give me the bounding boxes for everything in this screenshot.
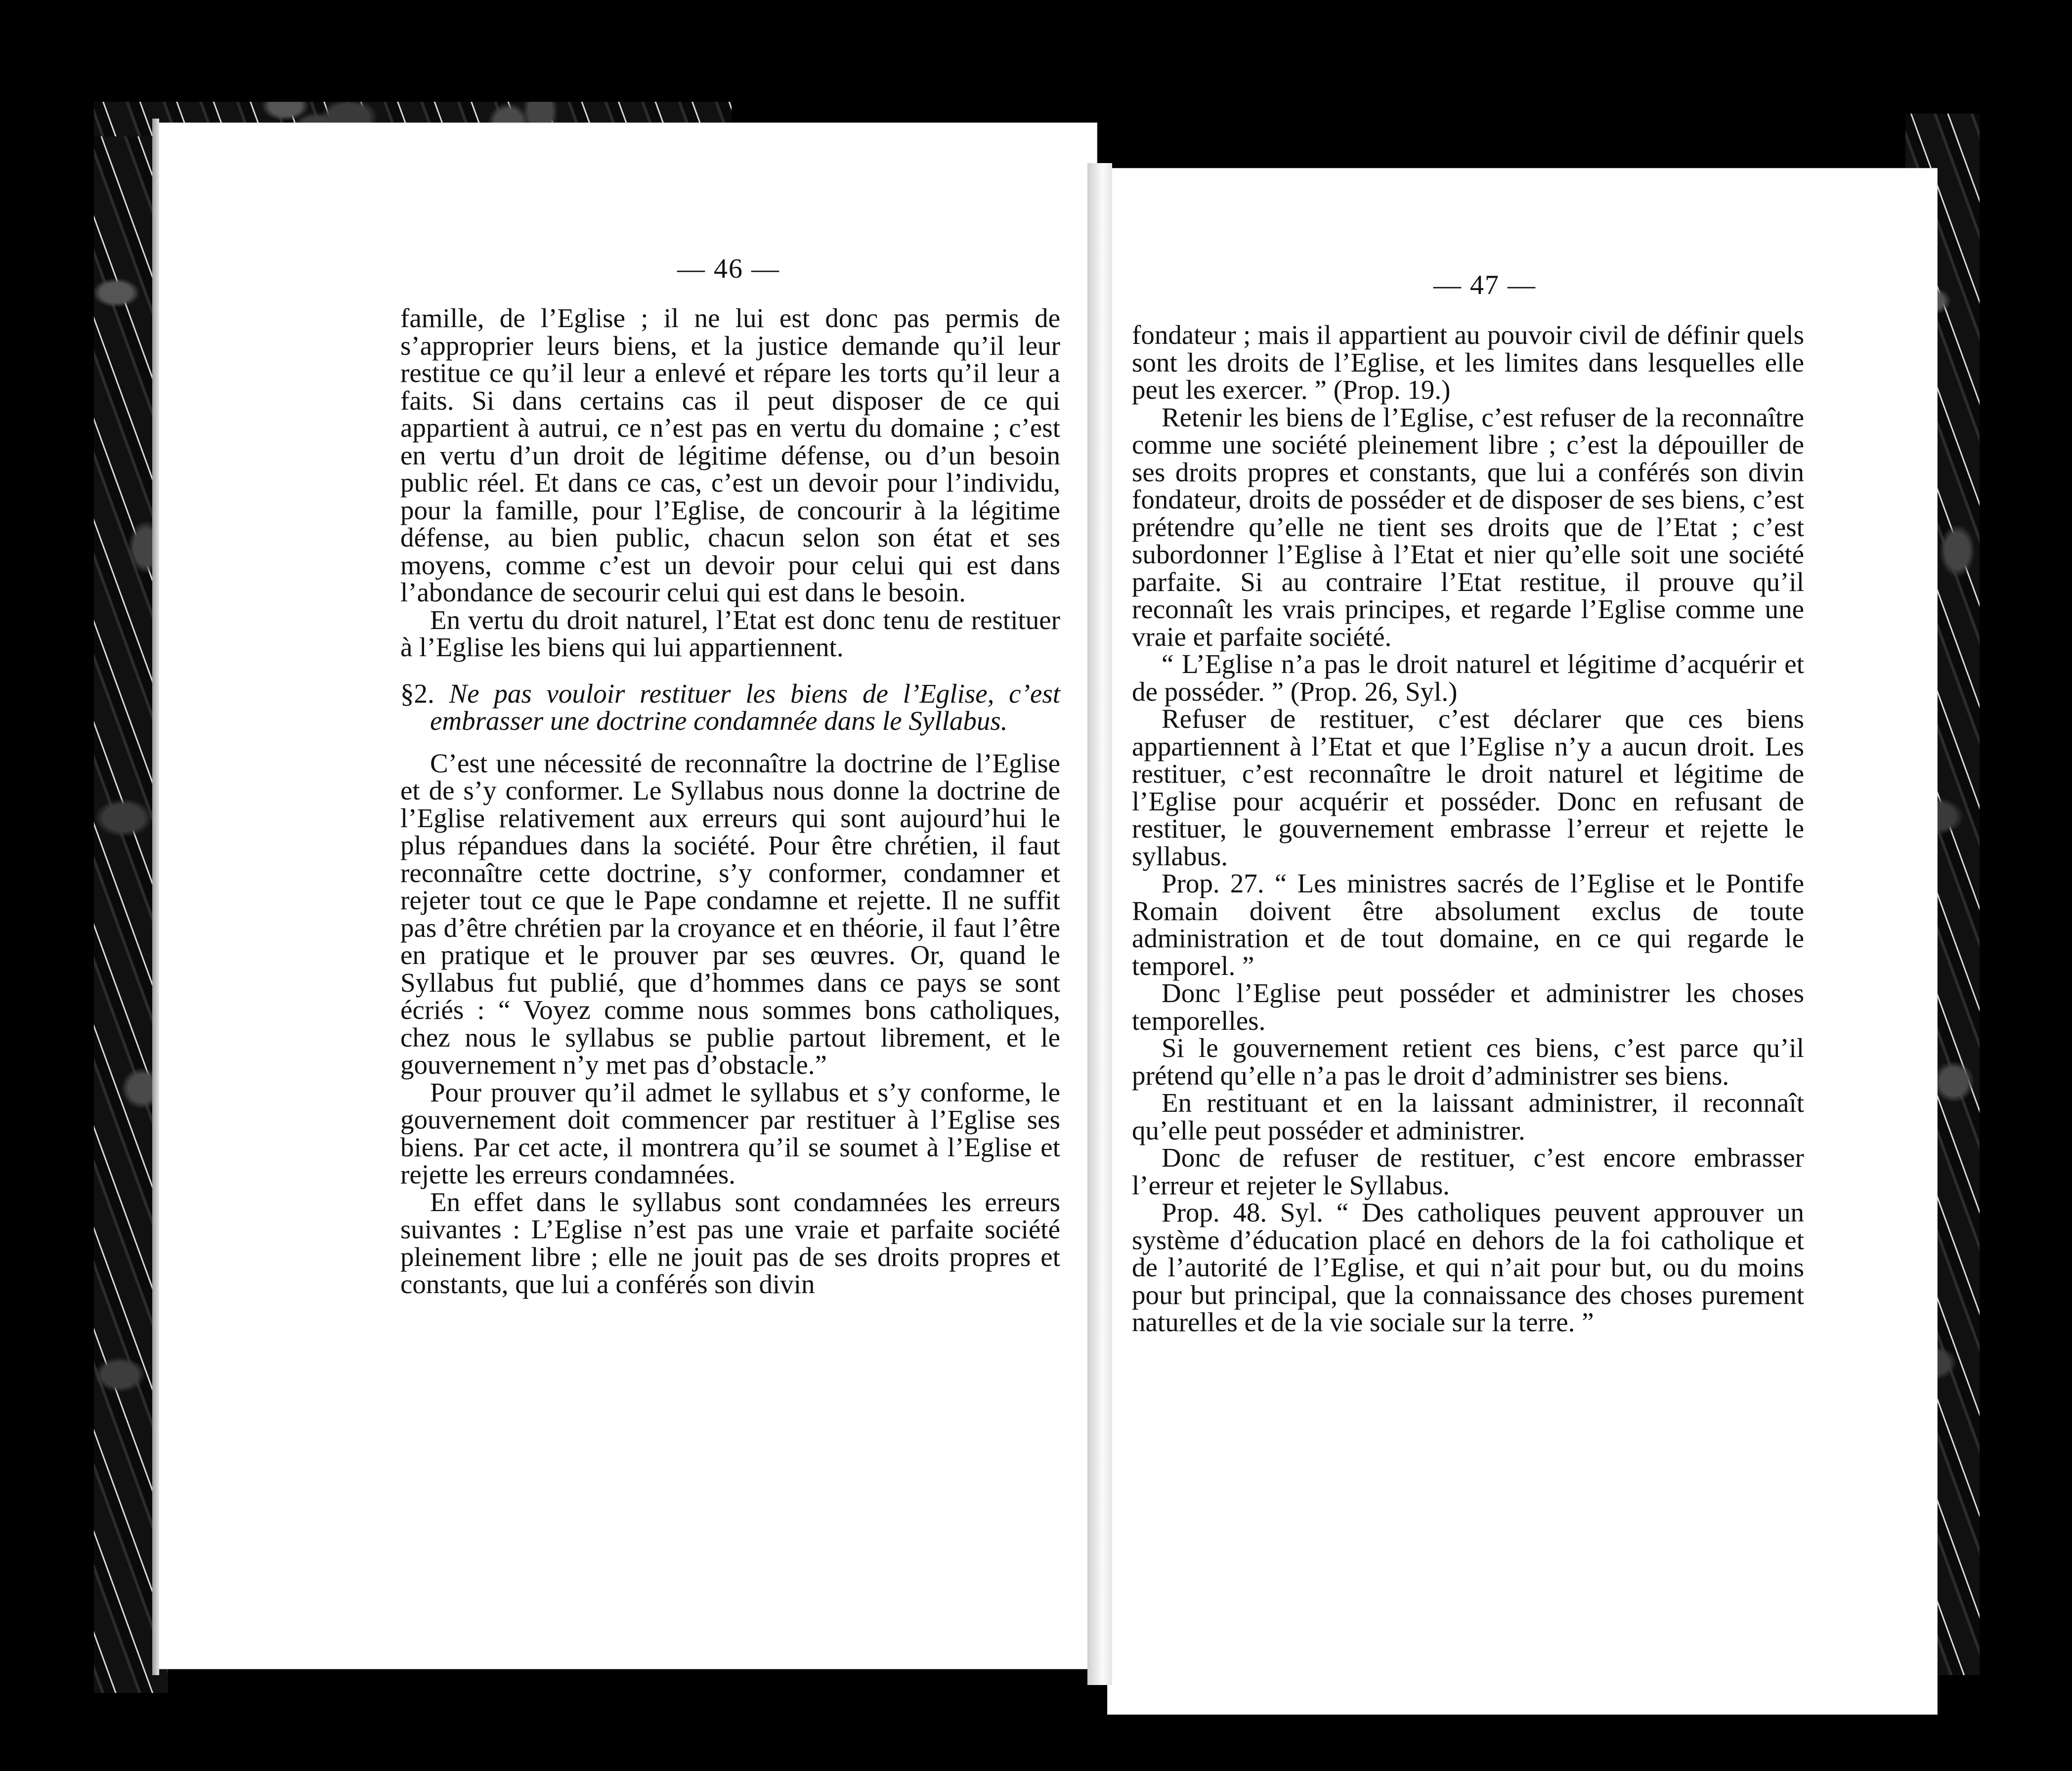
page-number-right: — 47 — — [1433, 270, 1536, 300]
paragraph: Donc l’Eglise peut posséder et administrer les choses temporelles. — [1132, 978, 1804, 1036]
paragraph: Pour prouver qu’il admet le syllabus et s’y conforme, le gouvernement doit commencer par restituer à l’Eglise ses biens. Par cet acte, il montrera qu’il se soumet à l’Eglise et rejette les erreurs condamnées. — [400, 1077, 1060, 1189]
paragraph: En effet dans le syllabus sont condamnées les erreurs suivantes : L’Eglise n’est pas une vraie et parfaite société pleinement libre ; elle ne jouit pas de ses droits propres et constants, que lui a conférés son divin — [400, 1186, 1060, 1299]
paragraph: Donc de refuser de restituer, c’est encore embrasser l’erreur et rejeter le Syllabus. — [1132, 1142, 1804, 1200]
paragraph: Prop. 48. Syl. “ Des catholiques peuvent approuver un système d’éducation placé en dehors de la foi catholique et de l’autorité de l’Eglise, et qui n’ait pour but, ou du moins pour but principal, que la connaissance des choses purement naturelles et de la vie sociale sur la terre. ” — [1132, 1197, 1804, 1337]
page-number-left: — 46 — — [677, 253, 780, 284]
paragraph: En vertu du droit naturel, l’Etat est donc tenu de restituer à l’Eglise les biens qui lui appartiennent. — [400, 604, 1060, 662]
paragraph: Refuser de restituer, c’est déclarer que ces biens appartiennent à l’Etat et que l’Eglise n’y a aucun droit. Les restituer, c’est reconnaître le droit naturel et légitime de l’Eglise pour acquérir et posséder. Donc en refusant de restituer, le gouvernement embrasse l’erreur et rejette le syllabus. — [1132, 704, 1804, 871]
section-heading — [400, 680, 1060, 735]
book-gutter — [1087, 163, 1112, 1685]
paragraph: Si le gouvernement retient ces biens, c’est parce qu’il prétend qu’elle n’a pas le droit d’administrer ses biens. — [1132, 1033, 1804, 1091]
section-number: §2. — [400, 678, 434, 709]
paragraph: fondateur ; mais il appartient au pouvoir civil de définir quels sont les droits de l’Eglise, et les limites dans lesquelles elle peut les exercer. ” (Prop. 19.) — [1132, 320, 1804, 405]
right-page-text — [1132, 321, 1804, 1336]
paragraph: Prop. 27. “ Les ministres sacrés de l’Eglise et le Pontife Romain doivent être absolument exclus de toute administration et de tout domaine, en ce qui regarde le temporel. ” — [1132, 868, 1804, 981]
paragraph: famille, de l’Eglise ; il ne lui est donc pas permis de s’approprier leurs biens, et la justice demande qu’il leur restitue ce qu’il leur a enlevé et répare les torts qu’il leur a faits. Si dans certains cas il peut disposer de ce qui appartient à autrui, ce n’est pas en vertu du domaine ; c’est en vertu d’un droit de légitime défense, ou d’un besoin public réel. Et dans ce cas, c’est un devoir pour l’individu, pour la famille, pour l’Eglise, de concourir à la légitime défense, au bien public, chacun selon son état et ses moyens, comme c’est un devoir pour celui qui est dans l’abondance de secourir celui qui est dans le besoin. — [400, 303, 1060, 607]
paragraph: Retenir les biens de l’Eglise, c’est refuser de la reconnaître comme une société pleinement libre ; c’est la dépouiller de ses droits propres et constants, que lui a conférés son divin fondateur, droits de posséder et de disposer de ses biens, c’est prétendre qu’elle ne tient ses droits que de l’Etat ; c’est subordonner l’Eglise à l’Etat et nier qu’elle soit une société parfaite. Si au contraire l’Etat restitue, il prouve qu’il reconnaît les vrais principes, et regarde l’Eglise comme une vraie et parfaite société. — [1132, 402, 1804, 652]
page-edge — [152, 119, 159, 1675]
section-title: Ne pas vouloir restituer les biens de l’Eglise, c’est embrasser une doctrine condamnée dans le Syllabus. — [430, 678, 1061, 736]
paragraph: En restituant et en la laissant administrer, il reconnaît qu’elle peut posséder et administrer. — [1132, 1088, 1804, 1145]
paragraph: C’est une nécessité de reconnaître la doctrine de l’Eglise et de s’y conformer. Le Syllabus nous donne la doctrine de l’Eglise relativement aux erreurs qui sont aujourd’hui le plus répandues dans la société. Pour être chrétien, il faut reconnaître cette doctrine, s’y conformer, condamner et rejeter tout ce que le Pape condamne et rejette. Il ne suffit pas d’être chrétien par la croyance et en théorie, il faut l’être en pratique et le prouver par ses œuvres. Or, quand le Syllabus fut publié, que d’hommes dans ce pays se sont écriés : “ Voyez comme nous sommes bons catholiques, chez nous le syllabus se publie partout librement, et le gouvernement n’y met pas d’obstacle.” — [400, 748, 1060, 1080]
left-page-text — [400, 304, 1060, 1298]
paragraph: “ L’Eglise n’a pas le droit naturel et légitime d’acquérir et de posséder. ” (Prop. 26, Syl.) — [1132, 649, 1804, 707]
